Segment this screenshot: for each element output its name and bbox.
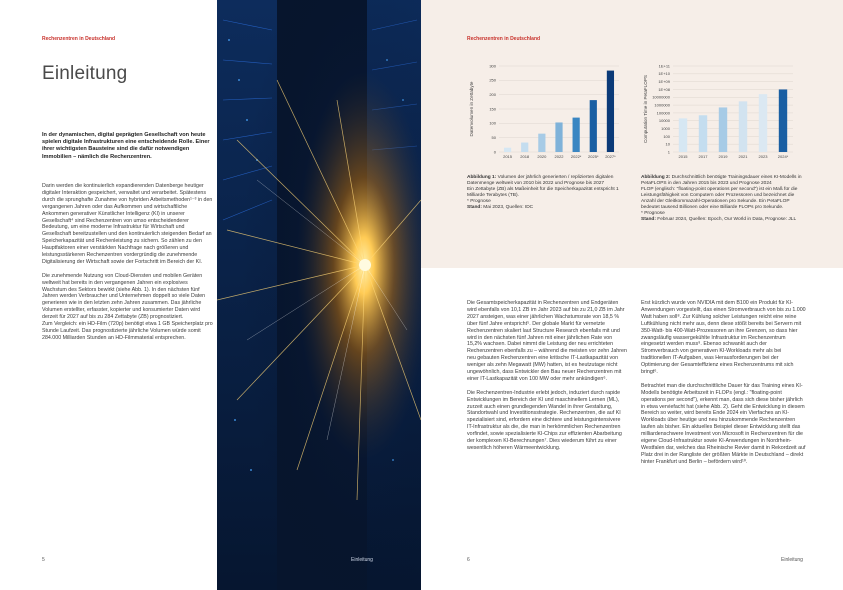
y-tick-label: 0 [493, 149, 496, 155]
paragraph: Darin werden die kontinuierlich expandierenden Datenberge heutiger digitaler Interaktion gespeichert, verwaltet und verarbeitet. Spätestens durch die sprunghafte Zunahme von hybriden Arbeitsmethoden¹⁻³ in den vergangenen Jahren oder das Aufkommen und wirtschaftliche Ankommen generativer Künstlicher Intelligenz (KI) in unserer Gesellschaft⁴ sind Rechenzentren von umso entscheidenderer Bedeutung, um eine moderne Infrastruktur für Wirtschaft und Gesellschaft bereitzustellen und den kontinuierlich steigenden Bedarf an Speicherkapazität und Rechenleistung zu sichern. So zählen zu den Hauptfaktoren einer verstärkten Nachfrage nach größeren und leistungsstärkeren Rechenzentren vordergründig die zunehmende Digitalisierung der Wirtschaft sowie der Fortschritt im Bereich der KI. [42, 183, 213, 265]
body-column-1 [467, 300, 627, 459]
y-tick-label: 1E+10 [658, 71, 670, 77]
left-page [0, 0, 217, 590]
bar [759, 94, 767, 152]
x-tick-label: 2025* [588, 154, 599, 159]
y-tick-label: 1E+09 [658, 79, 670, 85]
figure-2-caption [641, 175, 806, 223]
figure-1-caption-text: Volumen der jährlich generierten / replizierten digitalen Datenmenge weltweit von 2010 bis 2022 und Prognose bis 2027 Ein Zettabyte (ZB) als Maßeinheit für die Speicherkapazität entspricht 1 Milliarde Terabytes (TB). * Prognose [467, 175, 619, 204]
bar [555, 122, 562, 152]
bar [607, 71, 614, 152]
page-number: 6 [467, 557, 470, 563]
y-tick-label: 150 [489, 106, 496, 112]
body-text [42, 183, 214, 349]
page-number: 5 [42, 557, 45, 563]
bar [573, 118, 580, 152]
paragraph: Die zunehmende Nutzung von Cloud-Diensten und mobilen Geräten weltweit hat bereits in den vergangenen Jahren ein explosives Wachstum des Sektors bewirkt (siehe Abb. 1). In den nächsten fünf Jahren werden Verbraucher und Unternehmen doppelt so viele Daten generieren wie in den letzten zehn Jahren zusammen. Das jährliche Volumen erstellter, erfasster, kopierter und konsumierter Daten wird derzeit für 2027 auf bis zu 284 Zettabyte (ZB) prognostiziert. Zum Vergleich: ein HD-Film (720p) benötigt etwa 1 GB Speicherplatz pro Stunde Laufzeit. Das prognostizierte jährliche Volumen würde somit 284.000 Milliarden Stunden an HD-Filmmaterial entsprechen. [42, 272, 213, 341]
figure-2-source-label: Stand: [641, 217, 656, 222]
x-tick-label: 2021 [738, 154, 748, 159]
y-tick-label: 1000000 [654, 102, 670, 108]
bar [739, 101, 747, 152]
y-tick-label: 10000 [658, 118, 670, 124]
y-tick-label: 100 [663, 133, 670, 139]
right-page [421, 0, 843, 590]
figure-2-source: Februar 2024, Quellen: Epoch, Our World in Data, Prognose: JLL [657, 217, 797, 222]
bar [538, 134, 545, 152]
figure-1-source-label: Stand: [467, 205, 482, 210]
bar [521, 143, 528, 152]
body-column-2 [641, 300, 806, 473]
y-tick-label: 10 [665, 141, 670, 147]
footer-label: Einleitung [781, 557, 803, 563]
paragraph: Betrachtet man die durchschnittliche Dauer für das Training eines KI-Modells benötigte Arbeitszeit in FLOPs (engl.: "floating-point operations per second"), erkennt man, dass sich diese bisher jährlich in etwa verviefacht hat (siehe Abb. 2). Geht die Entwicklung in diesem Bereich so weiter, wird bereits Ende 2024 ein Vierfaches an KI-Workloads über heutige und neu hinzukommende Rechenzentren laufen als bisher. Ein aktuelles Beispiel dieser Entwicklung stellt das milliardenschwere Investment von Microsoft in Rechenzentren für die eigene Cloud-Infrastruktur sowie KI-Anwendungen in Nordrhein-Westfalen dar, welches das Rheinische Revier damit in Rekordzeit auf Platz drei in der Rangliste der größten Märkte in Deutschland – direkt hinter Frankfurt und Berlin – befördern wird¹⁰. [641, 382, 806, 465]
figure-2-caption-title: Abbildung 2: [641, 175, 671, 180]
section-label: Rechenzentren in Deutschland [42, 36, 116, 42]
chart-1-svg [467, 60, 627, 170]
y-axis-label: Computation Time in PetaFLOPS [643, 75, 648, 143]
bar [699, 115, 707, 152]
photo-art [217, 0, 421, 590]
y-tick-label: 250 [489, 77, 496, 83]
y-tick-label: 10000000 [652, 94, 670, 100]
bar [679, 118, 687, 152]
figure-1-source: Mai 2023, Quellen: IDC [483, 205, 534, 210]
bar [719, 107, 727, 152]
x-tick-label: 2015 [678, 154, 688, 159]
x-tick-label: 2022* [570, 154, 582, 159]
y-tick-label: 200 [489, 92, 496, 98]
chart-computation-time [641, 60, 801, 170]
y-tick-label: 50 [491, 135, 496, 141]
y-tick-label: 1000 [661, 125, 670, 131]
x-tick-label: 2018 [520, 154, 530, 159]
y-axis-label: Datenvolumen in Zettabyte [469, 81, 474, 137]
paragraph: Die Rechenzentren-Industrie erlebt jedoch, induziert durch rapide Entwicklungen im Bereich der KI und maschinellem Lernen (ML), zurzeit auch einen grundlegenden Wandel in ihrer Gestaltung, Standortwahl und Investitionsstrategie. Rechenzentren, die auf KI spezialisiert sind, erfordern eine dichtere und leistungsintensivere IT-Infrastruktur als die, die man in herkömmlichen Rechenzentren vorfindet, sowie spezialisierte KI-Chips zur effizienten Abarbeitung der komplexen KI-Berechnungen⁷. Dies wiederum führt zu einer wesentlich höheren Wärmeentwicklung. [467, 389, 622, 452]
figure-1-caption-title: Abbildung 1: [467, 175, 497, 180]
lead-paragraph: In der dynamischen, digital geprägten Gesellschaft von heute spielen digitale Infrastrukturen eine entscheidende Rolle. Einer ihrer wichtigsten Bausteine sind die dafür notwendigen Immobilien – nämlich die Rechenzentren. [42, 132, 210, 160]
y-tick-label: 100000 [656, 110, 670, 116]
bar [779, 89, 787, 152]
paragraph: Die Gesamtspeicherkapazität in Rechenzentren und Endgeräten wird ebenfalls von 10,1 ZB im Jahr 2023 auf bis zu 21,0 ZB im Jahr 2027 ansteigen, was einer jährlichen Wachstumsrate von 18,5 % über fünf Jahre entspricht⁵. Der globale Markt für vernetzte Rechenzentren skaliert laut Structure Research ebenfalls mit und wird in den nächsten fünf Jahren mit einer jährlichen Rate von 15,2% wachsen. Dabei nimmt die Leistung der neu errichteten Rechenzentren ebenfalls zu – während die meisten vor zehn Jahren neu gebauten Rechenzentren eine kritische IT-Lastkapazität von weniger als zehn Megawatt (MW) hatten, ist es heutzutage nicht ungewöhnlich, dass Entwickler den Bau neuer Rechenzentren mit einer IT-Lastkapazität von 100 MW oder mehr ankündigen⁶. [467, 300, 627, 382]
chart-data-volume [467, 60, 627, 170]
y-tick-label: 1 [667, 149, 670, 155]
bar [590, 100, 597, 152]
x-tick-label: 2024* [777, 154, 789, 159]
x-tick-label: 2017 [698, 154, 708, 159]
chart-2-svg [641, 60, 801, 170]
x-tick-label: 2027* [605, 154, 616, 159]
section-label: Rechenzentren in Deutschland [467, 36, 541, 42]
x-tick-label: 2023 [758, 154, 768, 159]
y-tick-label: 100 [489, 120, 496, 126]
x-tick-label: 2019 [718, 154, 728, 159]
y-tick-label: 300 [489, 63, 496, 69]
x-tick-label: 2022 [554, 154, 564, 159]
paragraph: Erst kürzlich wurde von NVIDIA mit dem B100 ein Produkt für KI-Anwendungen vorgestellt, das einen Stromverbrauch von bis zu 1.000 Watt haben soll⁸. Zur Kühlung solcher Leistungen reicht eine reine Luftkühlung nicht mehr aus, denn diese stößt bereits bei Servern mit 350-Watt- bis 400-Watt-Prozessoren an ihre Grenzen, so dass hier zwangsläufig wassergekühlte Infrastruktur im Rechenzentrum eingesetzt werden muss⁹. Ebenso schwankt auch der Stromverbrauch von generativen KI-Workloads mehr als bei traditionellen IT-Aufgaben, was Herausforderungen bei der Optimierung der Gesamteffizienz eines Rechenzentrums mit sich bringt⁶. [641, 300, 806, 376]
data-center-photo [217, 0, 421, 590]
y-tick-label: 1E+08 [658, 86, 670, 92]
bar [504, 148, 511, 152]
page-title: Einleitung [42, 63, 128, 84]
x-tick-label: 2020 [537, 154, 547, 159]
x-tick-label: 2015 [503, 154, 513, 159]
y-tick-label: 1E+11 [658, 63, 670, 69]
figure-1-caption [467, 175, 627, 211]
figure-2-caption-text: Durchschnittlich benötigte Trainingsdauer eines KI-Modells in PetaFLOPS in den Jahren 2015 bis 2023 und Prognose 2024 FLOP (englisch: "floating-point operations per second") ist ein Maß für die Leistungsfähigkeit von Computern oder Prozessoren und bezeichnet die Anzahl der Gleitkommazahl-Operationen pro Sekunde. Ein PetaFLOP bedeutet tausend Billionen oder eine Billiarde FLOPs pro Sekunde. * Prognose [641, 175, 802, 216]
footer-label: Einleitung [351, 557, 373, 563]
